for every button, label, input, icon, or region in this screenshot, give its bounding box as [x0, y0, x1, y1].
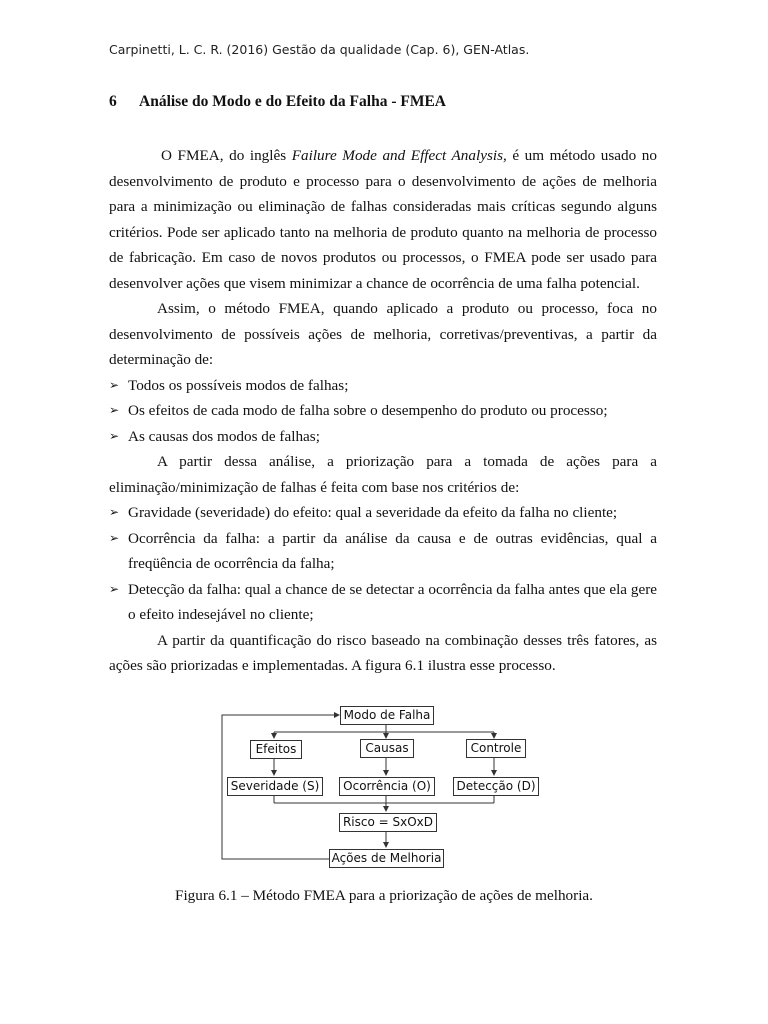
paragraph-method: Assim, o método FMEA, quando aplicado a produto ou processo, foca no desenvolvimento de possíveis ações de melhoria, corretivas/preventivas, a partir da determinação de: — [109, 300, 657, 368]
criteria-list — [109, 500, 657, 628]
list-item-text: Detecção da falha: qual a chance de se detectar a ocorrência da falha antes que ela gere o efeito indesejável no cliente; — [128, 580, 657, 623]
list-item-text: Gravidade (severidade) do efeito: qual a severidade da efeito da falha no cliente; — [128, 504, 618, 521]
intro-text-italic: Failure Mode and Effect Analysis — [291, 147, 503, 164]
list-item — [109, 424, 657, 450]
arrow-bullet-icon: ➢ — [109, 403, 120, 417]
paragraph-prioritization: A partir dessa análise, a priorização para a tomada de ações para a eliminação/minimização de falhas é feita com base nos critérios de: — [109, 453, 657, 496]
paragraph-quantification: A partir da quantificação do risco baseado na combinação desses três fatores, as ações são priorizadas e implementadas. A figura 6.1 ilustra esse processo. — [109, 631, 657, 674]
arrow-bullet-icon: ➢ — [109, 377, 120, 392]
list-item — [109, 500, 657, 526]
box-acoes-de-melhoria: Ações de Melhoria — [329, 849, 444, 868]
list-item-text: Ocorrência da falha: a partir da análise da causa e de outras evidências, qual a freqüência de ocorrência da falha; — [128, 529, 657, 572]
list-item-text: As causas dos modos de falhas; — [128, 427, 320, 445]
list-item-text: Os efeitos de cada modo de falha sobre o desempenho do produto ou processo; — [128, 402, 608, 419]
arrow-bullet-icon: ➢ — [109, 581, 120, 596]
intro-text-start: O FMEA, do inglês — [161, 147, 292, 164]
box-severidade: Severidade (S) — [227, 777, 323, 796]
section-title: Análise do Modo e do Efeito da Falha - FMEA — [139, 93, 446, 110]
body-text — [109, 143, 657, 679]
box-controle: Controle — [466, 739, 526, 758]
list-item — [109, 577, 657, 628]
arrow-bullet-icon: ➢ — [109, 428, 120, 443]
box-risco: Risco = SxOxD — [339, 813, 437, 832]
box-ocorrencia: Ocorrência (O) — [339, 777, 435, 796]
fmea-diagram — [0, 700, 768, 880]
arrow-bullet-icon: ➢ — [109, 530, 120, 545]
arrow-bullet-icon: ➢ — [109, 505, 120, 519]
box-deteccao: Detecção (D) — [453, 777, 539, 796]
box-modo-de-falha: Modo de Falha — [340, 706, 434, 725]
section-number: 6 — [109, 93, 117, 110]
list-item — [109, 373, 657, 399]
paragraph-intro — [109, 143, 657, 296]
list-item — [109, 398, 657, 424]
intro-text-end: , é um método usado no desenvolvimento de produto e processo para o desenvolvimento de ações de melhoria para a minimização ou eliminação de falhas consideradas mais críticas segundo alguns critérios. Pode ser aplicado tanto na melhoria de produto quanto na melhoria de processo de fabricação. Em caso de novos produtos ou processos, o FMEA pode ser usado para desenvolver ações que visem minimizar a chance de ocorrência de uma falha potencial. — [109, 147, 657, 292]
determination-list — [109, 373, 657, 450]
list-item — [109, 526, 657, 577]
running-header: Carpinetti, L. C. R. (2016) Gestão da qualidade (Cap. 6), GEN-Atlas. — [109, 42, 530, 57]
section-heading — [109, 93, 446, 111]
list-item-text: Todos os possíveis modos de falhas; — [128, 376, 349, 394]
box-efeitos: Efeitos — [250, 740, 302, 759]
box-causas: Causas — [360, 739, 414, 758]
figure-caption: Figura 6.1 – Método FMEA para a priorização de ações de melhoria. — [175, 887, 593, 904]
